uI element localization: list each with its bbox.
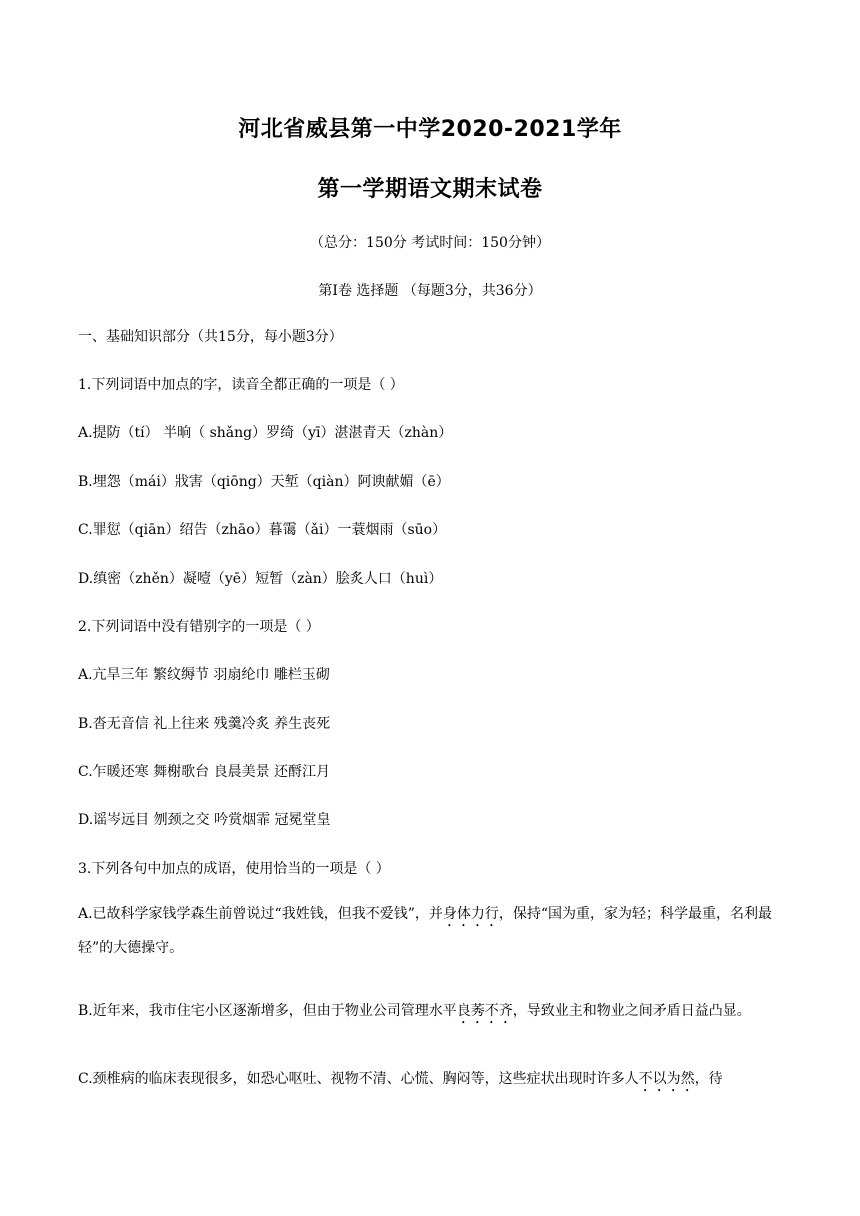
question-1-stem: 1.下列词语中加点的字，读音全都正确的一项是（ ） (78, 377, 404, 393)
option-a-text-after: ，保持“国为重，家为轻；科学最重，名利最轻”的大德操守。 (78, 906, 773, 956)
question-2-option-b: B.沓无音信 礼上往来 残羹冷炙 养生丧死 (78, 716, 331, 732)
exam-title-line1: 河北省威县第一中学2020-2021学年 (238, 117, 622, 142)
question-3-option-a (78, 897, 788, 965)
option-c-text-before: C.颈椎病的临床表现很多，如恐心呕吐、视物不清、心慌、胸闷等，这些症状出现时许多人 (78, 1071, 639, 1087)
question-3-option-b (78, 994, 788, 1028)
question-1-option-d: D.缜密（zhěn）凝噎（yē）短暂（zàn）脍炙人口（huì） (78, 571, 443, 587)
option-b-dotted-idiom: 良莠不齐 (456, 1003, 513, 1019)
option-a-dotted-idiom: 身体力行 (442, 906, 499, 922)
option-c-dotted-idiom: 不以为然 (638, 1071, 695, 1087)
question-2-option-a: A.亢旱三年 繁纹缛节 羽扇纶巾 雕栏玉砌 (78, 667, 330, 683)
question-2-option-d: D.谣岑远目 刎颈之交 吟赏烟霏 冠冕堂皇 (78, 812, 331, 828)
question-2-option-c: C.乍暖还寒 舞榭歌台 良晨美景 还酹江月 (78, 764, 331, 780)
question-1-option-c: C.罪愆（qiān）绍告（zhāo）暮霭（ǎi）一蓑烟雨（sūo） (78, 522, 447, 538)
question-1-option-b: B.埋怨（mái）戕害（qiōng）天堑（qiàn）阿谀献媚（ē） (78, 474, 450, 490)
question-3-option-c (78, 1062, 788, 1096)
part-heading: 一、基础知识部分（共15分，每小题3分） (78, 329, 343, 345)
option-c-text-after: ，待 (694, 1071, 723, 1087)
question-3-stem: 3.下列各句中加点的成语，使用恰当的一项是（ ） (78, 861, 390, 877)
section-title: 第I卷 选择题 （每题3分，共36分） (318, 283, 542, 299)
question-2-stem: 2.下列词语中没有错别字的一项是（ ） (78, 619, 320, 635)
exam-meta: （总分：150分 考试时间：150分钟） (310, 235, 550, 251)
option-b-text-after: ，导致业主和物业之间矛盾日益凸显。 (512, 1003, 751, 1019)
option-b-text-before: B.近年来，我市住宅小区逐渐增多，但由于物业公司管理水平 (78, 1003, 457, 1019)
exam-title-line2: 第一学期语文期末试卷 (317, 177, 543, 202)
option-a-text-before: A.已故科学家钱学森生前曾说过“我姓钱，但我不爱钱”，并 (78, 906, 443, 922)
question-1-option-a: A.提防（tí） 半晌（ shǎng）罗绮（yī）湛湛青天（zhàn） (78, 425, 453, 441)
